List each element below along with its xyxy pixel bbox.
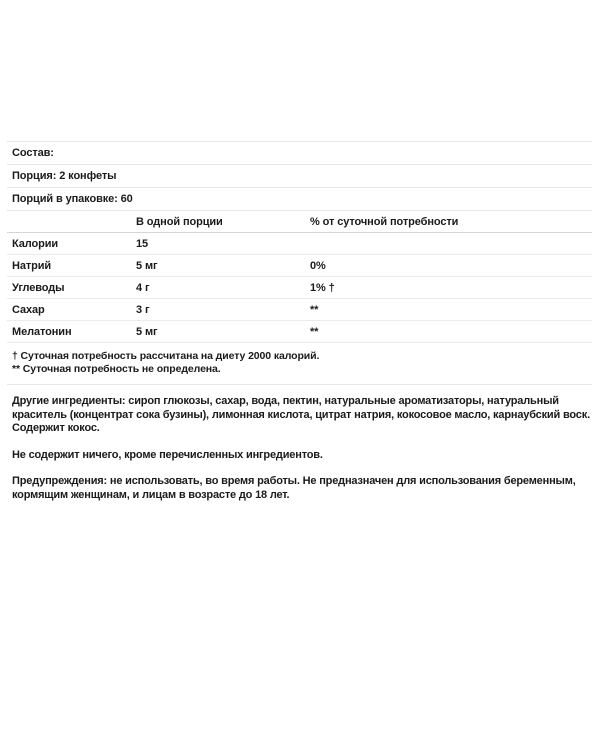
composition-row bbox=[7, 141, 592, 165]
footnotes bbox=[7, 343, 592, 375]
nutrient-name: Сахар bbox=[12, 303, 45, 316]
nutrient-amount: 5 мг bbox=[136, 259, 158, 272]
other-ingredients-paragraph: Другие ингредиенты: сироп глюкозы, сахар, вода, пектин, натуральные ароматизаторы, натуральный краситель (концентрат сока бузины), лимонная кислота, цитрат натрия, кокосовое масло, карнаубский воск. Содержит кокос. bbox=[12, 395, 590, 434]
warnings-paragraph: Предупреждения: не использовать, во время работы. Не предназначен для использования беременным, кормящим женщинам, и лицам в возрасте до 18 лет. bbox=[12, 475, 576, 501]
serving-size-row bbox=[7, 165, 592, 188]
nutrient-dv: 1% † bbox=[310, 281, 335, 294]
table-row bbox=[7, 233, 592, 255]
footnote-dv-not-established: ** Суточная потребность не определена. bbox=[12, 362, 221, 375]
nutrient-dv: 0% bbox=[310, 259, 326, 272]
table-row bbox=[7, 255, 592, 277]
nutrient-amount: 15 bbox=[136, 237, 149, 250]
nutrient-name: Натрий bbox=[12, 259, 52, 272]
table-row bbox=[7, 299, 592, 321]
nutrient-dv: ** bbox=[310, 303, 319, 316]
nutrient-amount: 4 г bbox=[136, 281, 150, 294]
servings-per-container-label: Порций в упаковке: 60 bbox=[12, 193, 133, 205]
nutrient-amount: 3 г bbox=[136, 303, 150, 316]
facts-table-header bbox=[7, 211, 592, 233]
section-divider bbox=[7, 384, 592, 385]
table-row bbox=[7, 321, 592, 343]
amount-per-serving-header: В одной порции bbox=[136, 215, 223, 228]
supplement-facts-panel bbox=[7, 141, 592, 502]
nutrient-name: Калории bbox=[12, 237, 59, 250]
nutrient-name: Углеводы bbox=[12, 281, 65, 294]
composition-label: Состав: bbox=[12, 147, 54, 159]
nutrient-amount: 5 мг bbox=[136, 325, 158, 338]
nutrient-name: Мелатонин bbox=[12, 325, 72, 338]
nutrient-dv: ** bbox=[310, 325, 319, 338]
contains-only-paragraph: Не содержит ничего, кроме перечисленных ингредиентов. bbox=[12, 448, 323, 461]
footnote-daily-diet: † Суточная потребность рассчитана на диету 2000 калорий. bbox=[12, 350, 320, 362]
servings-per-container-row bbox=[7, 188, 592, 211]
table-row bbox=[7, 277, 592, 299]
daily-value-header: % от суточной потребности bbox=[310, 215, 459, 228]
serving-size-label: Порция: 2 конфеты bbox=[12, 170, 117, 182]
